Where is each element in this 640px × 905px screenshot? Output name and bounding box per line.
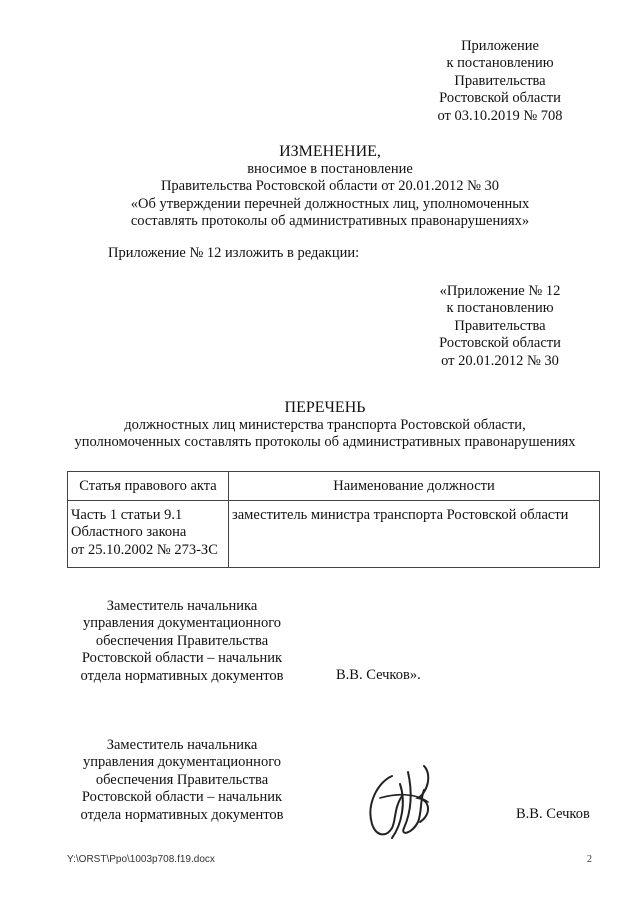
appendix-line: Правительства <box>454 317 546 334</box>
signatory-line: Ростовской области – начальник <box>81 789 283 806</box>
list-subtitle-line: уполномоченных составлять протоколы об административных правонарушениях <box>74 434 576 451</box>
page-number: 2 <box>587 854 592 865</box>
amendment-line: Правительства Ростовской области от 20.01.2012 № 30 <box>160 178 500 195</box>
appendix-reference-inner <box>420 283 580 370</box>
instruction-text: Приложение № 12 изложить в редакции: <box>108 245 360 261</box>
appendix-line: к постановлению <box>446 55 554 72</box>
table-header-row <box>68 472 600 501</box>
appendix-line: «Приложение № 12 <box>439 283 561 299</box>
file-path: Y:\ORST\Ppo\1003p708.f19.docx <box>67 854 215 865</box>
list-title <box>60 398 590 452</box>
officials-table <box>67 471 600 568</box>
signatory-line: обеспечения Правительства <box>95 771 269 788</box>
amendment-line: составлять протоколы об административных правонарушениях» <box>130 213 530 230</box>
signatory-name-1: В.В. Сечков». <box>336 667 421 683</box>
signatory-line: Заместитель начальника <box>106 598 258 614</box>
signatory-line: Заместитель начальника <box>106 737 258 753</box>
appendix-line: к постановлению <box>446 300 554 317</box>
signatory-title-2 <box>70 737 294 824</box>
signatory-line: управления документационного <box>82 754 282 771</box>
handwritten-signature <box>362 762 442 842</box>
article-line: Часть 1 статьи 9.1 <box>71 507 183 523</box>
column-header-position: Наименование должности <box>229 472 600 501</box>
list-heading: ПЕРЕЧЕНЬ <box>284 399 366 416</box>
appendix-line: Ростовской области <box>439 90 561 107</box>
signatory-line: отдела нормативных документов <box>80 806 284 823</box>
signatory-line: обеспечения Правительства <box>95 632 269 649</box>
article-cell <box>68 501 229 568</box>
appendix-line: Правительства <box>454 72 546 89</box>
amendment-title <box>100 142 560 231</box>
signatory-title-1 <box>70 598 294 685</box>
list-subtitle-line: должностных лиц министерства транспорта Ростовской области, <box>124 417 526 433</box>
appendix-line: Ростовской области <box>439 335 561 352</box>
article-line: от 25.10.2002 № 273-ЗС <box>71 541 218 558</box>
amendment-heading: ИЗМЕНЕНИЕ, <box>279 143 381 160</box>
amendment-line: «Об утверждении перечней должностных лиц, уполномоченных <box>130 195 530 212</box>
amendment-line: вносимое в постановление <box>247 161 413 177</box>
signatory-line: управления документационного <box>82 615 282 632</box>
position-cell: заместитель министра транспорта Ростовской области <box>229 501 600 568</box>
signatory-line: Ростовской области – начальник <box>81 650 283 667</box>
table-row <box>68 501 600 568</box>
article-line: Областного закона <box>71 524 187 541</box>
appendix-line: Приложение <box>461 38 539 54</box>
column-header-article: Статья правового акта <box>68 472 229 501</box>
appendix-line: от 20.01.2012 № 30 <box>441 352 559 369</box>
signatory-name-2: В.В. Сечков <box>516 806 590 822</box>
signatory-line: отдела нормативных документов <box>80 667 284 684</box>
appendix-reference-top <box>420 38 580 125</box>
appendix-line: от 03.10.2019 № 708 <box>437 107 563 124</box>
